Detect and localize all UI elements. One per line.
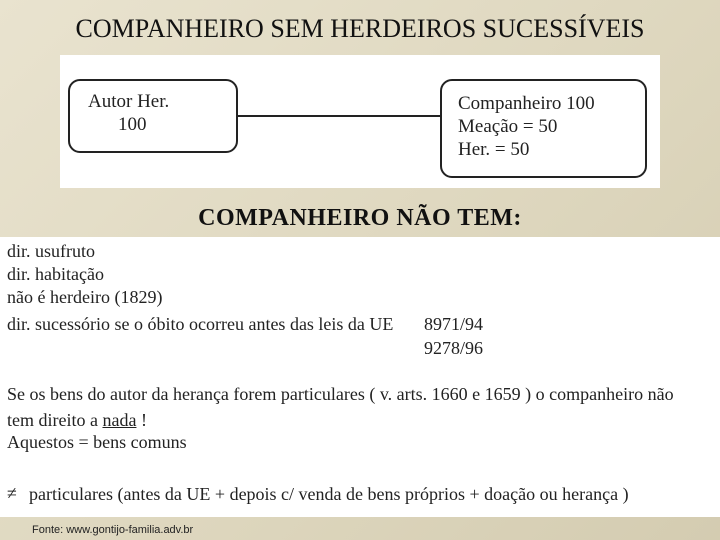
companheiro-box-line-2: Meação = 50 [458, 116, 558, 137]
paragraph-line-3: Aquestos = bens comuns [7, 432, 187, 452]
law-reference: 9278/96 [424, 338, 484, 358]
autor-heranca-box [68, 79, 238, 153]
slide-subtitle: COMPANHEIRO NÃO TEM: [198, 205, 522, 231]
slide-title: COMPANHEIRO SEM HERDEIROS SUCESSÍVEIS [75, 14, 645, 43]
diagram-connector-line [236, 115, 440, 117]
autor-box-label: Autor Her. [88, 91, 170, 112]
companheiro-box-line-3: Her. = 50 [458, 139, 530, 160]
list-item: dir. sucessório se o óbito ocorreu antes das leis da UE [7, 314, 394, 334]
companheiro-box-line-1: Companheiro 100 [458, 93, 595, 114]
not-equal-symbol: ≠ [7, 483, 17, 503]
inheritance-diagram [60, 55, 660, 188]
content-panel [0, 237, 720, 517]
list-item: dir. usufruto [7, 241, 95, 261]
paragraph-line-1: Se os bens do autor da herança forem particulares ( v. arts. 1660 e 1659 ) o companheiro não [7, 384, 674, 404]
companheiro-box [440, 79, 647, 178]
autor-box-value: 100 [118, 114, 147, 135]
list-item: não é herdeiro (1829) [7, 287, 163, 307]
bottom-note: particulares (antes da UE + depois c/ venda de bens próprios + doação ou herança ) [29, 484, 629, 504]
paragraph-line-2-suffix: ! [136, 410, 147, 430]
underlined-word: nada [102, 410, 137, 430]
law-reference: 8971/94 [424, 314, 484, 334]
paragraph-line-2-prefix: tem direito a [7, 410, 103, 430]
list-item: dir. habitação [7, 264, 104, 284]
paragraph-line-2 [7, 410, 147, 431]
source-footer: Fonte: www.gontijo-familia.adv.br [32, 524, 194, 536]
